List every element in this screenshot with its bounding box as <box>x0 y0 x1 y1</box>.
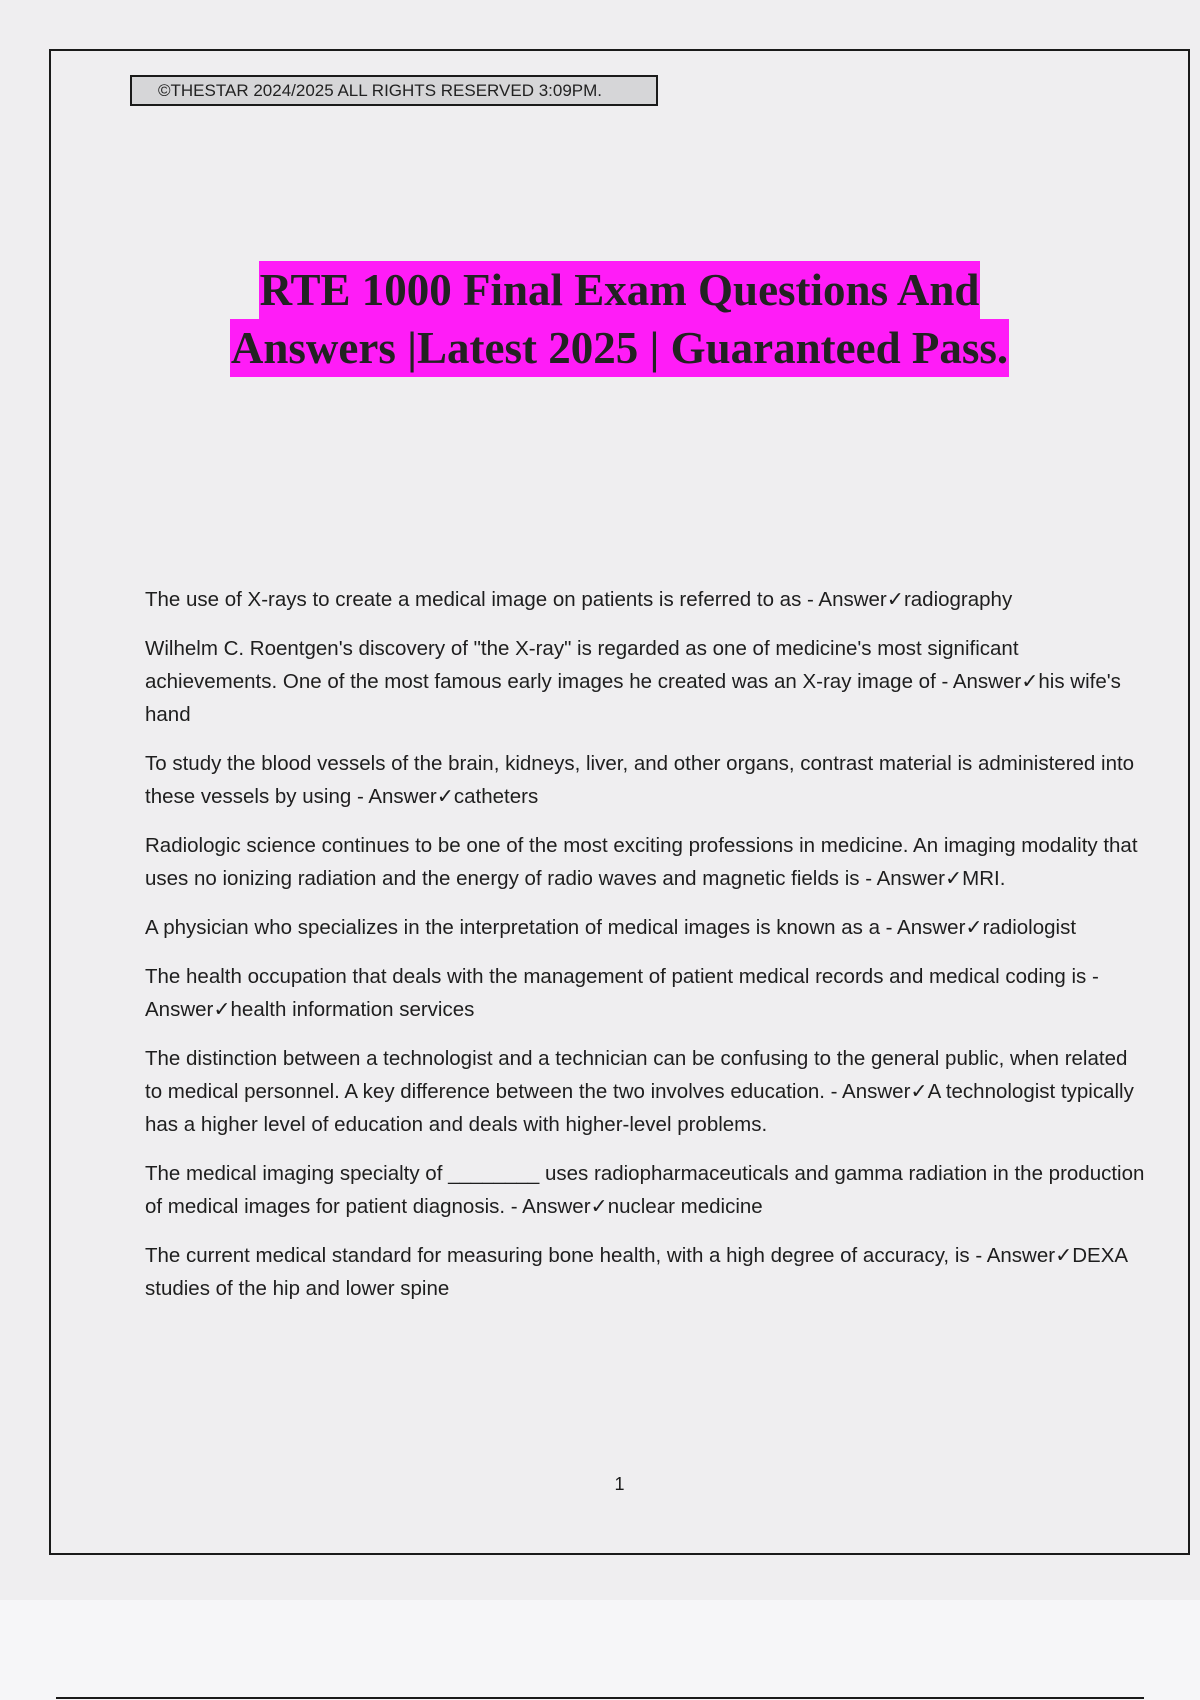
qa-item: The current medical standard for measuring bone health, with a high degree of accuracy, is - Answer✓DEXA studies of the hip and lower spine <box>145 1244 1127 1300</box>
qa-item: The health occupation that deals with the management of patient medical records and medical coding is - Answer✓health information services <box>145 965 1099 1021</box>
qa-item: The medical imaging specialty of ________ uses radiopharmaceuticals and gamma radiation in the production of medical images for patient diagnosis. - Answer✓nuclear medicine <box>145 1162 1145 1218</box>
qa-item: A physician who specializes in the interpretation of medical images is known as a - Answer✓radiologist <box>145 916 1077 939</box>
next-page-preview <box>0 1600 1200 1700</box>
qa-item: Radiologic science continues to be one of the most exciting professions in medicine. An imaging modality that uses no ionizing radiation and the energy of radio waves and magnetic fields is - Answer✓MRI. <box>145 834 1138 890</box>
page-number: 1 <box>614 1474 625 1494</box>
qa-item: To study the blood vessels of the brain, kidneys, liver, and other organs, contrast material is administered into these vessels by using - Answer✓catheters <box>145 752 1135 808</box>
qa-item: The use of X-rays to create a medical image on patients is referred to as - Answer✓radiography <box>145 588 1013 611</box>
title-line-1: RTE 1000 Final Exam Questions And <box>259 261 981 319</box>
copyright-notice: ©THESTAR 2024/2025 ALL RIGHTS RESERVED 3:09PM. <box>130 75 658 106</box>
document-page <box>49 49 1190 1555</box>
qa-item: Wilhelm C. Roentgen's discovery of "the X-ray" is regarded as one of medicine's most significant achievements. One of the most famous early images he created was an X-ray image of - Answer✓his wife's hand <box>145 637 1121 726</box>
bottom-divider <box>56 1697 1144 1699</box>
document-title <box>51 261 1188 377</box>
title-line-2: Answers |Latest 2025 | Guaranteed Pass. <box>230 319 1009 377</box>
question-answer-list <box>145 583 1145 1321</box>
qa-item: The distinction between a technologist and a technician can be confusing to the general public, when related to medical personnel. A key difference between the two involves education. - Answer✓A technologist typically has a higher level of education and deals with higher-level problems. <box>145 1047 1134 1136</box>
